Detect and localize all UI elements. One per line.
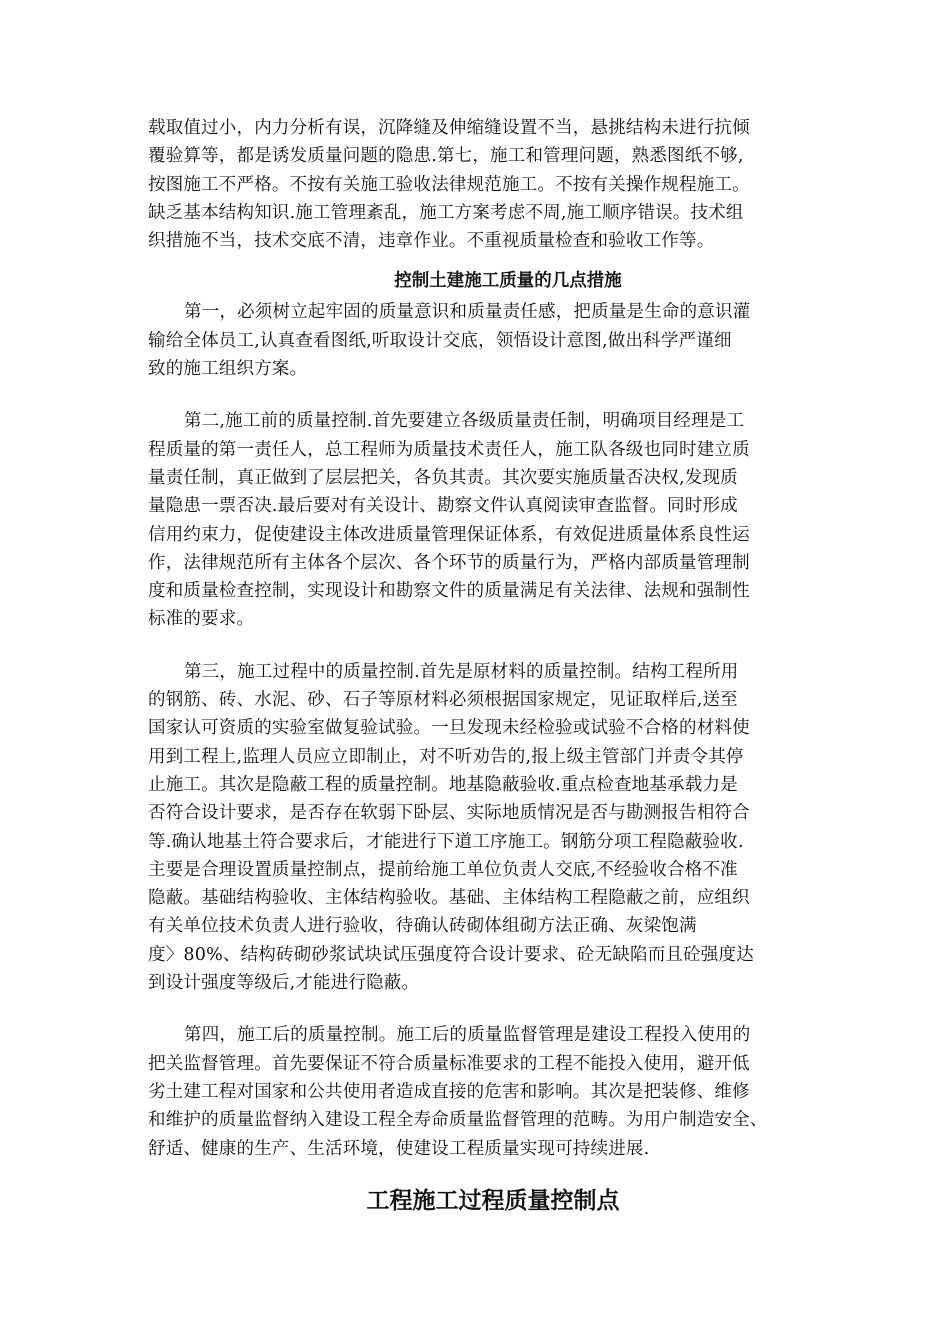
text-line: 舒适、健康的生产、生活环境，使建设工程质量实现可持续进展. (148, 1138, 650, 1159)
text-line: 标准的要求。 (148, 609, 255, 630)
paragraph-spacer (148, 997, 808, 1021)
text-line: 劣土建工程对国家和公共使用者造成直接的危害和影响。其次是把装修、维修 (148, 1081, 750, 1102)
text-line: 度和质量检查控制，实现设计和勘察文件的质量满足有关法律、法规和强制性 (148, 581, 750, 602)
section-heading: 控制土建施工质量的几点措施 (394, 271, 622, 292)
text-line: 载取值过小，内力分析有误，沉降缝及伸缩缝设置不当，悬挑结构未进行抗倾 (148, 118, 750, 138)
text-line: 的钢筋、砖、水泥、砂、石子等原材料必须根据国家规定，见证取样后,送至 (148, 690, 738, 711)
paragraph-second (148, 407, 808, 633)
paragraph-third (148, 658, 808, 998)
text-line: 作，法律规范所有主体各个层次、各个环节的质量行为，严格内部质量管理制 (148, 552, 750, 573)
paragraph-spacer (148, 383, 808, 407)
text-line: 有关单位技术负责人进行验收，待确认砖砌体组砌方法正确、灰梁饱满 (148, 916, 697, 937)
text-line: 量责任制，真正做到了层层把关，各负其责。其次要实施质量否决权,发现质 (148, 467, 738, 488)
paragraph-fourth (148, 1021, 808, 1162)
text-line: 度〉80%、结构砖砌砂浆试块试压强度符合设计要求、砼无缺陷而且砼强度达 (148, 944, 754, 965)
text-line: 致的施工组织方案。 (148, 359, 308, 380)
text-line: 按图施工不严格。不按有关施工验收法律规范施工。不按有关操作规程施工。 (148, 174, 750, 195)
text-line: 把关监督管理。首先要保证不符合质量标准要求的工程不能投入使用，避开低 (148, 1053, 750, 1074)
paragraph-first (148, 298, 808, 383)
text-line: 等.确认地基土符合要求后，才能进行下道工序施工。钢筋分项工程隐蔽验收. (148, 831, 744, 852)
text-line: 缺乏基本结构知识.施工管理紊乱，施工方案考虑不周,施工顺序错误。技术组 (148, 202, 744, 223)
text-line: 量隐患一票否决.最后要对有关设计、勘察文件认真阅读审查监督。同时形成 (148, 496, 738, 517)
text-line: 否符合设计要求，是否存在软弱下卧层、实际地质情况是否与勘测报告相符合 (148, 803, 750, 824)
text-line: 第四，施工后的质量控制。施工后的质量监督管理是建设工程投入使用的 (184, 1025, 751, 1046)
text-line: 国家认可资质的实验室做复验试验。一旦发现未经检验或试验不合格的材料使 (148, 718, 750, 739)
intro-paragraph (148, 114, 808, 255)
main-heading: 工程施工过程质量控制点 (366, 1187, 620, 1214)
text-line: 第二,施工前的质量控制.首先要建立各级质量责任制，明确项目经理是工 (184, 411, 745, 432)
text-line: 覆验算等，都是诱发质量问题的隐患.第七，施工和管理问题，熟悉图纸不够, (148, 146, 744, 167)
text-line: 织措施不当，技术交底不清，违章作业。不重视质量检查和验收工作等。 (148, 231, 715, 252)
text-line: 主要是合理设置质量控制点，提前给施工单位负责人交底,不经验收合格不准 (148, 859, 738, 880)
text-line: 隐蔽。基础结构验收、主体结构验收。基础、主体结构工程隐蔽之前，应组织 (148, 888, 750, 909)
text-line: 程质量的第一责任人，总工程师为质量技术责任人，施工队各级也同时建立质 (148, 439, 750, 460)
text-line: 到设计强度等级后,才能进行隐蔽。 (148, 973, 420, 994)
text-line: 输给全体员工,认真查看图纸,听取设计交底，领悟设计意图,做出科学严谨细 (148, 330, 732, 351)
text-line: 用到工程上,监理人员应立即制止，对不听劝告的,报上级主管部门并责令其停 (148, 746, 744, 767)
paragraph-spacer (148, 634, 808, 658)
text-line: 信用约束力，促使建设主体改进质量管理保证体系，有效促进质量体系良性运 (148, 524, 750, 545)
text-line: 第一，必须树立起牢固的质量意识和质量责任感，把质量是生命的意识灌 (184, 302, 751, 323)
text-line: 和维护的质量监督纳入建设工程全寿命质量监督管理的范畴。为用户制造安全、 (148, 1110, 768, 1131)
text-line: 止施工。其次是隐蔽工程的质量控制。地基隐蔽验收.重点检查地基承载力是 (148, 774, 738, 795)
document-body (148, 114, 808, 1219)
text-line: 第三，施工过程中的质量控制.首先是原材料的质量控制。结构工程所用 (184, 661, 739, 682)
